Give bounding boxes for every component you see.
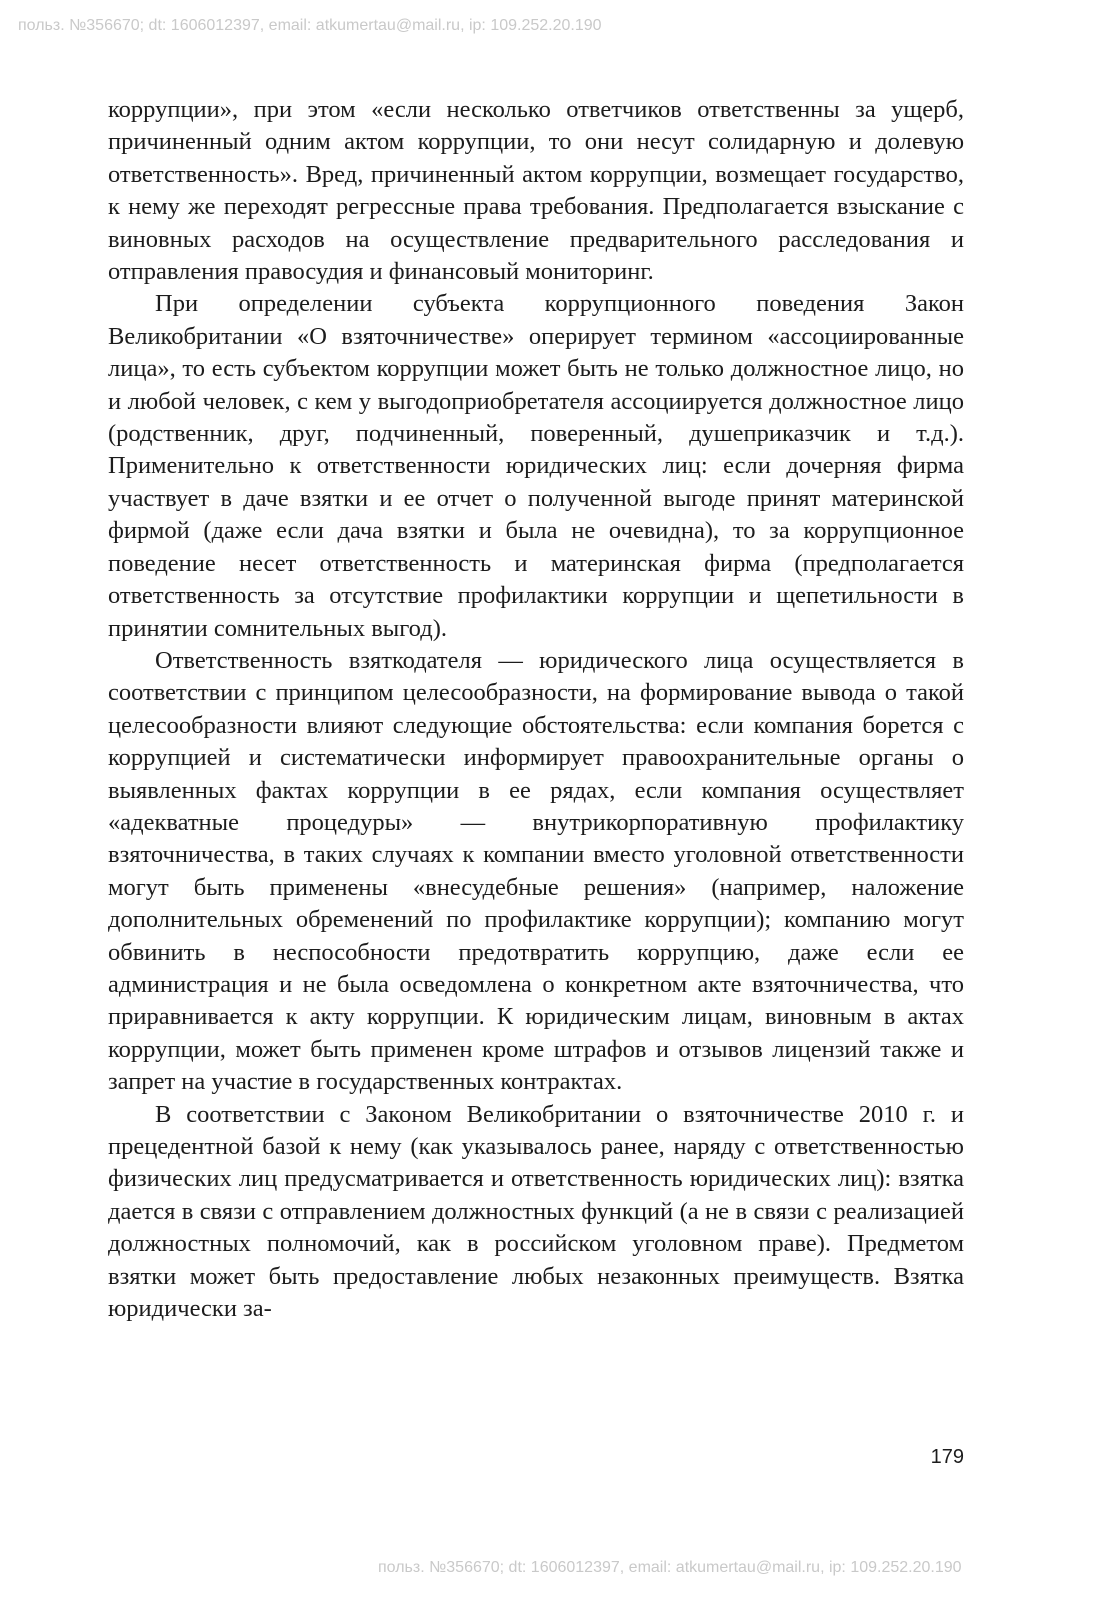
paragraph-4: В соответствии с Законом Великобритании о взяточничестве 2010 г. и прецедентной базой к нему (как указывалось ранее, наряду с ответственностью физических лиц предусматривается и ответственность юридических лиц): взятка дается в связи с отправлением должностных функций (а не в связи с реализацией должностных полномочий, как в российском уголовном праве). Предметом взятки может быть предоставление любых незаконных преимуществ. Взятка юридически за- [108,1100,964,1323]
page-body [108,94,964,1325]
paragraph-2: При определении субъекта коррупционного поведения Закон Великобритании «О взяточничестве» оперирует термином «ассоциированные лица», то есть субъектом коррупции может быть не только должностное лицо, но и любой человек, с кем у выгодоприобретателя ассоциируется должностное лицо (родственник, друг, подчиненный, поверенный, душеприказчик и т.д.). Применительно к ответственности юридических лиц: если дочерняя фирма участвует в даче взятки и ее отчет о полученной выгоде принят материнской фирмой (даже если дача взятки и была не очевидна), то за коррупционное поведение несет ответственность и материнская фирма (предполагается ответственность за отсутствие профилактики коррупции и щепетильности в принятии сомнительных выгод). [108,290,964,642]
watermark-top: польз. №356670; dt: 1606012397, email: atkumertau@mail.ru, ip: 109.252.20.190 [18,17,602,34]
paragraph-3: Ответственность взяткодателя — юридического лица осуществляется в соответствии с принципом целесообразности, на формирование вывода о такой целесообразности влияют следующие обстоятельства: если компания борется с коррупцией и систематически информирует правоохранительные органы о выявленных фактах коррупции в ее рядах, если компания осуществляет «адекватные процедуры» — внутрикорпоративную профилактику взяточничества, в таких случаях к компании вместо уголовной ответственности могут быть применены «внесудебные решения» (например, наложение дополнительных обременений по профилактике коррупции); компанию могут обвинить в неспособности предотвратить коррупцию, даже если ее администрация и не была осведомлена о конкретном акте взяточничества, что приравнивается к акту коррупции. К юридическим лицам, виновным в актах коррупции, может быть применен кроме штрафов и отзывов лицензий также и запрет на участие в государственных контрактах. [108,646,964,1096]
page-number: 179 [930,1446,964,1468]
watermark-bottom: польз. №356670; dt: 1606012397, email: atkumertau@mail.ru, ip: 109.252.20.190 [378,1559,962,1576]
paragraph-1: коррупции», при этом «если несколько ответчиков ответственны за ущерб, причиненный одним актом коррупции, то они несут солидарную и долевую ответственность». Вред, причиненный актом коррупции, возмещает государство, к нему же переходят регрессные права требования. Предполагается взыскание с виновных расходов на осуществление предварительного расследования и отправления правосудия и финансовый мониторинг. [108,96,964,286]
